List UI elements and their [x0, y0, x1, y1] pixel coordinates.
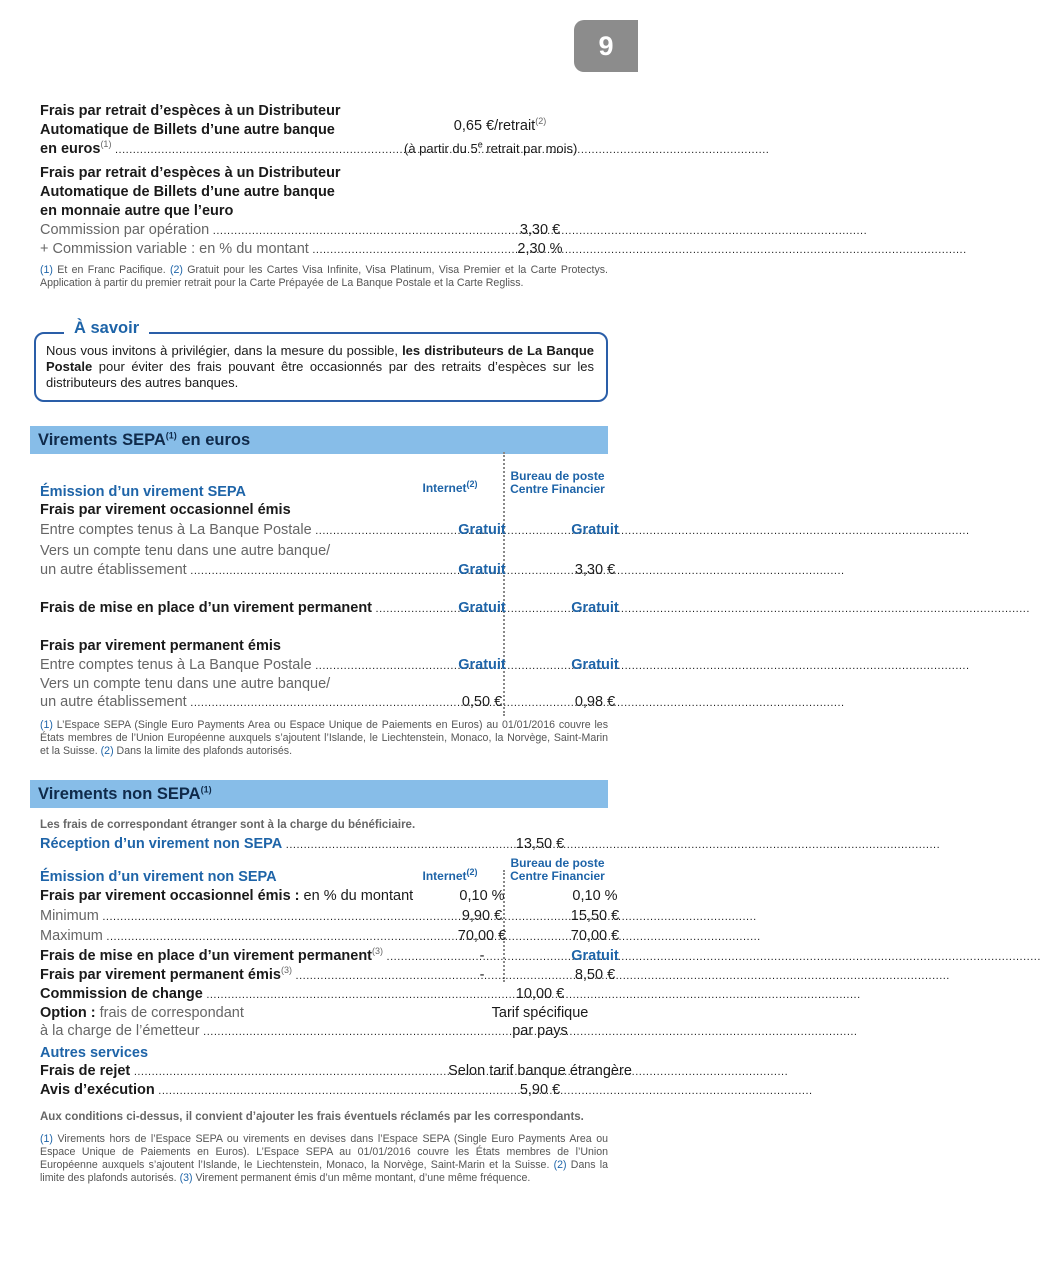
non-sepa-r9-label: Avis d’exécution ..... [40, 1080, 398, 1101]
non-sepa-intro: Les frais de correspondant étranger sont à la charge du bénéficiaire. [40, 819, 416, 831]
non-sepa-r6-value: 10,00 € [515, 986, 565, 1002]
non-sepa-r1-internet: 0,10 % [459, 888, 505, 904]
non-sepa-r5-internet: - [479, 967, 485, 983]
sepa-r4-label: Entre comptes tenus à La Banque Postale ..... [40, 655, 398, 676]
non-sepa-autres-title: Autres services [40, 1045, 149, 1061]
sepa-r5-label-line1: Vers un compte tenu dans une autre banque/ [40, 676, 331, 692]
sepa-r3-internet: Gratuit [458, 600, 506, 616]
section2-row1-label: Commission par opération ..... [40, 220, 398, 241]
non-sepa-r1-label: Frais par virement occasionnel émis : en % du montant [40, 888, 414, 904]
non-sepa-row-maximum [40, 926, 620, 946]
non-sepa-r3-bureau: 70,00 € [570, 928, 620, 944]
non-sepa-reception-row [40, 834, 600, 854]
section1-title-line2: Automatique de Billets d’une autre banque [40, 122, 335, 138]
sepa-row-permanent-external [40, 692, 616, 712]
sepa-row-permanent-internal [40, 655, 619, 675]
non-sepa-r7-value-line2: par pays [512, 1023, 568, 1039]
sepa-col-internet: Internet$^{(2)}$ [422, 479, 478, 495]
sepa-r2-internet: Gratuit [458, 562, 506, 578]
sepa-r3-label: Frais de mise en place d’un virement permanent ..... [40, 598, 398, 619]
non-sepa-col-bureau: Bureau de poste Centre Financier [510, 856, 605, 883]
non-sepa-row-avis [40, 1080, 600, 1100]
non-sepa-footnote: (1) Virements hors de l’Espace SEPA ou virements en devises dans l’Espace SEPA (Single Euro Payments Area ou Espace Unique de Paiements en Euros). L’Espace SEPA au 01/01/2016 couvre les États membres de l’Union Européenne auxquels s’ajoutent l’Islande, le Liechtenstein, Monaco, la Norvège, Saint-Marin et la Suisse. (2) Dans la limite des plafonds autorisés. (3) Virement permanent émis d’un même montant, d’une même fréquence. [40, 1133, 608, 1184]
sepa-col-bureau: Bureau de poste Centre Financier [510, 469, 605, 496]
non-sepa-row-option-line2 [40, 1021, 600, 1041]
section1-title-line1: Frais par retrait d’espèces à un Distributeur [40, 103, 341, 119]
sepa-row-internal [40, 520, 619, 540]
sepa-r1-label: Entre comptes tenus à La Banque Postale ..... [40, 520, 398, 541]
sepa-row-external [40, 560, 616, 580]
non-sepa-col-internet: Internet$^{(2)}$ [422, 867, 478, 883]
non-sepa-band: Virements non SEPA$^{(1)}$ [30, 780, 608, 808]
sepa-row-permanent-setup [40, 598, 619, 618]
sepa-r1-internet: Gratuit [458, 522, 506, 538]
non-sepa-r3-internet: 70,00 € [457, 928, 507, 944]
non-sepa-r4-bureau: Gratuit [571, 948, 619, 964]
non-sepa-row-permanent-setup [40, 946, 619, 966]
sepa-r4-bureau: Gratuit [571, 657, 619, 673]
non-sepa-r8-value: Selon tarif banque étrangère [448, 1063, 632, 1079]
section1-title-line3: en euros$^{(1)}$ ..... [40, 139, 398, 160]
non-sepa-r8-label: Frais de rejet ..... [40, 1061, 398, 1082]
savoir-title: À savoir [64, 318, 149, 338]
sepa-r5-label-line2: un autre établissement ..... [40, 692, 398, 713]
non-sepa-r7-label-line2: à la charge de l’émetteur ..... [40, 1021, 398, 1042]
sepa-r2-label-line1: Vers un compte tenu dans une autre banque/ [40, 543, 331, 559]
non-sepa-reception-label: Réception d’un virement non SEPA ..... [40, 834, 398, 855]
non-sepa-r4-internet: - [479, 948, 485, 964]
non-sepa-row-occasional [40, 886, 618, 906]
section2-title-line2: Automatique de Billets d’une autre banque [40, 184, 335, 200]
savoir-text: Nous vous invitons à privilégier, dans la mesure du possible, les distributeurs de La Banque Postale pour éviter des frais pouvant être occasionnés par des retraits d’espèces sur les distributeurs des autres banques. [46, 343, 594, 390]
non-sepa-r3-label: Maximum ..... [40, 926, 398, 947]
non-sepa-r1-bureau: 0,10 % [572, 888, 618, 904]
section2-row-commission [40, 220, 600, 240]
non-sepa-row-minimum [40, 906, 620, 926]
sepa-r5-bureau: 0,98 € [574, 694, 616, 710]
non-sepa-r5-bureau: 8,50 € [574, 967, 616, 983]
sepa-band: Virements SEPA$^{(1)}$ en euros [30, 426, 608, 454]
sepa-footnote: (1) L’Espace SEPA (Single Euro Payments Area ou Espace Unique de Paiements en Euros) au 01/01/2016 couvre les États membres de l’Union Européenne auxquels s’ajoutent l’Islande, le Liechtenstein, Monaco, la Norvège, Saint-Marin et la Suisse. (2) Dans la limite des plafonds autorisés. [40, 719, 608, 757]
section1-2-footnote: (1) Et en Franc Pacifique. (2) Gratuit pour les Cartes Visa Infinite, Visa Platinum, Visa Premier et la Carte Protectys. Application à partir du premier retrait pour la Carte Prépayée de La Banque Postale et la Carte Regliss. [40, 264, 608, 289]
section1-price: 0,65 €/retrait$^{(2)}$ [453, 116, 547, 134]
non-sepa-emission-title: Émission d’un virement non SEPA [40, 869, 277, 885]
non-sepa-row-rejet [40, 1061, 632, 1081]
section2-title-line3: en monnaie autre que l’euro [40, 203, 234, 219]
non-sepa-r2-internet: 9,90 € [461, 908, 503, 924]
section1-price-note: (à partir du 5e retrait par mois) [404, 139, 578, 156]
non-sepa-r7-label: Option : frais de correspondant [40, 1005, 244, 1021]
section2-row2-value: 2,30 % [517, 241, 563, 257]
non-sepa-r2-label: Minimum ..... [40, 906, 398, 927]
non-sepa-row-option [40, 1003, 600, 1023]
section2-row2-label: + Commission variable : en % du montant ..... [40, 239, 398, 260]
sepa-r2-bureau: 3,30 € [574, 562, 616, 578]
section2-row1-value: 3,30 € [519, 222, 561, 238]
non-sepa-r2-bureau: 15,50 € [570, 908, 620, 924]
non-sepa-conditions: Aux conditions ci-dessus, il convient d’ajouter les frais éventuels réclamés par les correspondants. [40, 1111, 584, 1123]
sepa-occasional-title: Frais par virement occasionnel émis [40, 502, 291, 518]
sepa-r5-internet: 0,50 € [461, 694, 503, 710]
sepa-emission-title: Émission d’un virement SEPA [40, 484, 247, 500]
sepa-r1-bureau: Gratuit [571, 522, 619, 538]
non-sepa-r5-label: Frais par virement permanent émis$^{(3)}$ ..... [40, 965, 398, 986]
section1-price-row [40, 139, 600, 159]
section2-title-line1: Frais par retrait d’espèces à un Distributeur [40, 165, 341, 181]
non-sepa-r4-label: Frais de mise en place d’un virement permanent$^{(3)}$ ..... [40, 946, 398, 967]
non-sepa-row-change [40, 984, 600, 1004]
sepa-r4-internet: Gratuit [458, 657, 506, 673]
non-sepa-r9-value: 5,90 € [519, 1082, 561, 1098]
page-number-tab: 9 [574, 20, 638, 72]
non-sepa-row-permanent [40, 965, 616, 985]
non-sepa-r6-label: Commission de change ..... [40, 984, 398, 1005]
non-sepa-r7-value-line1: Tarif spécifique [491, 1005, 589, 1021]
sepa-r2-label-line2: un autre établissement ..... [40, 560, 398, 581]
non-sepa-reception-value: 13,50 € [515, 836, 565, 852]
section2-row-variable [40, 239, 600, 259]
sepa-permanent-title: Frais par virement permanent émis [40, 638, 281, 654]
sepa-r3-bureau: Gratuit [571, 600, 619, 616]
